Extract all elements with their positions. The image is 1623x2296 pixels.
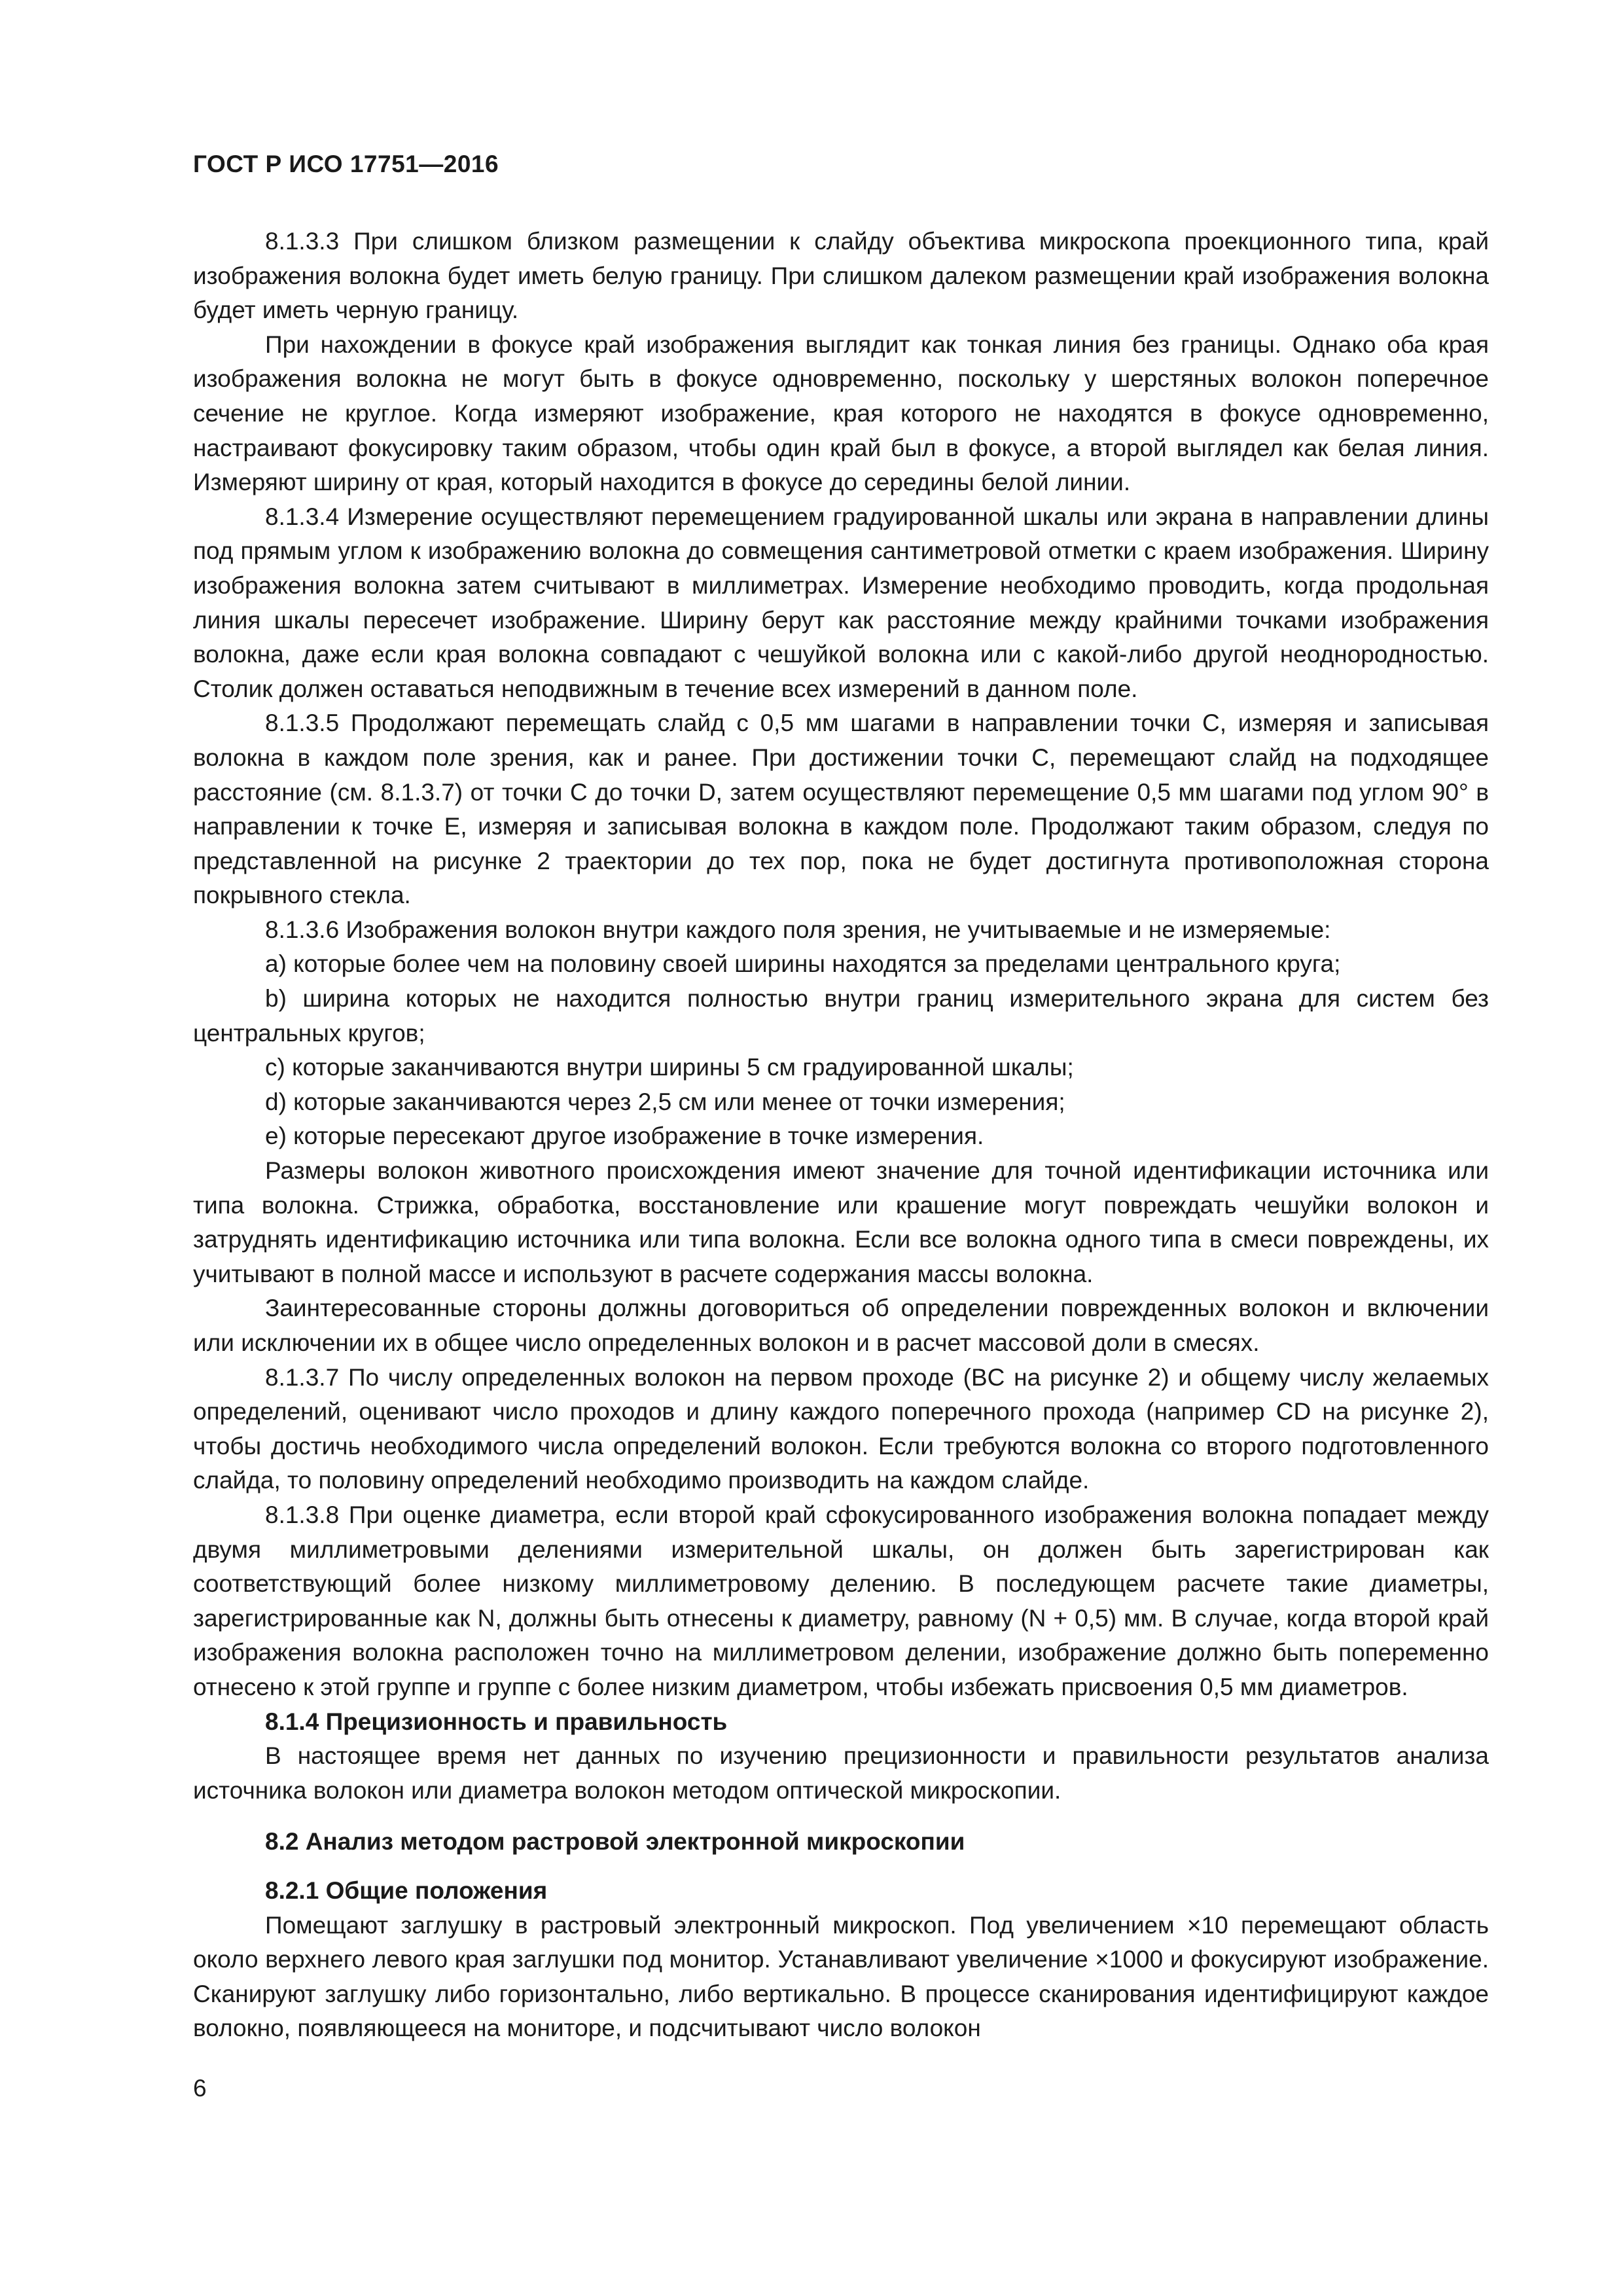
para-animal-fibers: Размеры волокон животного происхождения имеют значение для точной идентификации источника или типа волокна. Стрижка, обработка, восстановление или крашение могут повреждать чешуйки волокон и затруднять идентификацию источника или типа волокна. Если все волокна одного типа в смеси повреждены, их учитывают в полной массе и используют в расчете содержания массы волокна.: [193, 1157, 1489, 1287]
list-item-b: b) ширина которых не находится полностью внутри границ измерительного экрана для систем без центральных кругов;: [193, 985, 1489, 1047]
para-8-2-1: Помещают заглушку в растровый электронный микроскоп. Под увеличением ×10 перемещают область около верхнего левого края заглушки под монитор. Устанавливают увеличение ×1000 и фокусируют изображение. Сканируют заглушку либо горизонтально, либо вертикально. В процессе сканирования идентифицируют каждое волокно, появляющееся на мониторе, и подсчитывают число волокон: [193, 1911, 1489, 2042]
list-item-a: a) которые более чем на половину своей ширины находятся за пределами центрального круга;: [265, 950, 1341, 978]
heading-8-1-4: 8.1.4 Прецизионность и правильность: [265, 1708, 728, 1735]
para-focus: При нахождении в фокусе край изображения выглядит как тонкая линия без границы. Однако оба края изображения волокна не могут быть в фокусе одновременно, поскольку у шерстяных волокон поперечное сечение не круглое. Когда измеряют изображение, края которого не находятся в фокусе одновременно, настраивают фокусировку таким образом, чтобы один край был в фокусе, а второй выглядел как белая линия. Измеряют ширину от края, который находится в фокусе до середины белой линии.: [193, 331, 1489, 496]
para-8-1-3-7: 8.1.3.7 По числу определенных волокон на первом проходе (BC на рисунке 2) и общему числу желаемых определений, оценивают число проходов и длину каждого поперечного прохода (например CD на рисунке 2), чтобы достичь необходимого числа определений волокон. Если требуются волокна со второго подготовленного слайда, то половину определений необходимо производить на каждом слайде.: [193, 1363, 1489, 1494]
para-8-1-4: В настоящее время нет данных по изучению прецизионности и правильности результатов анализа источника волокон или диаметра волокон методом оптической микроскопии.: [193, 1742, 1489, 1804]
list-item-e: e) которые пересекают другое изображение в точке измерения.: [265, 1122, 984, 1150]
para-8-1-3-5: 8.1.3.5 Продолжают перемещать слайд с 0,5 мм шагами в направлении точки C, измеряя и записывая волокна в каждом поле зрения, как и ранее. При достижении точки C, перемещают слайд на подходящее расстояние (см. 8.1.3.7) от точки C до точки D, затем осуществляют перемещение 0,5 мм шагами под углом 90° в направлении к точке E, измеряя и записывая волокна в каждом поле. Продолжают таким образом, следуя по представленной на рисунке 2 траектории до тех пор, пока не будет достигнута противоположная сторона покрывного стекла.: [193, 709, 1489, 909]
page-number: 6: [193, 2075, 207, 2102]
para-8-1-3-8: 8.1.3.8 При оценке диаметра, если второй край сфокусированного изображения волокна попадает между двумя миллиметровыми делениями измерительной шкалы, он должен быть зарегистрирован как соответствующий более низкому миллиметровому делению. В последующем расчете такие диаметры, зарегистрированные как N, должны быть отнесены к диаметру, равному (N + 0,5) мм. В случае, когда второй край изображения волокна расположен точно на миллиметровом делении, изображение должно быть попеременно отнесено к этой группе и группе с более низким диаметром, чтобы избежать присвоения 0,5 мм диаметров.: [193, 1501, 1489, 1700]
document-body: [193, 224, 1489, 2046]
heading-8-2-1: 8.2.1 Общие положения: [265, 1876, 548, 1904]
para-8-1-3-6: 8.1.3.6 Изображения волокон внутри каждого поля зрения, не учитываемые и не измеряемые:: [265, 916, 1331, 943]
list-item-d: d) которые заканчиваются через 2,5 см или менее от точки измерения;: [265, 1088, 1065, 1115]
document-header: ГОСТ Р ИСО 17751—2016: [193, 151, 499, 177]
para-interested-parties: Заинтересованные стороны должны договориться об определении поврежденных волокон и включении или исключении их в общее число определенных волокон и в расчет массовой доли в смесях.: [193, 1295, 1489, 1356]
para-8-1-3-3: 8.1.3.3 При слишком близком размещении к слайду объектива микроскопа проекционного типа, край изображения волокна будет иметь белую границу. При слишком далеком размещении край изображения волокна будет иметь черную границу.: [193, 228, 1489, 324]
para-8-1-3-4: 8.1.3.4 Измерение осуществляют перемещением градуированной шкалы или экрана в направлении длины под прямым углом к изображению волокна до совмещения сантиметровой отметки с краем изображения. Ширину изображения волокна затем считывают в миллиметрах. Измерение необходимо проводить, когда продольная линия шкалы пересечет изображение. Ширину берут как расстояние между крайними точками изображения волокна, даже если края волокна совпадают с чешуйкой волокна или с какой-либо другой неоднородностью. Столик должен оставаться неподвижным в течение всех измерений в данном поле.: [193, 503, 1489, 702]
list-item-c: c) которые заканчиваются внутри ширины 5 см градуированной шкалы;: [265, 1054, 1074, 1081]
heading-8-2: 8.2 Анализ методом растровой электронной микроскопии: [265, 1828, 965, 1856]
